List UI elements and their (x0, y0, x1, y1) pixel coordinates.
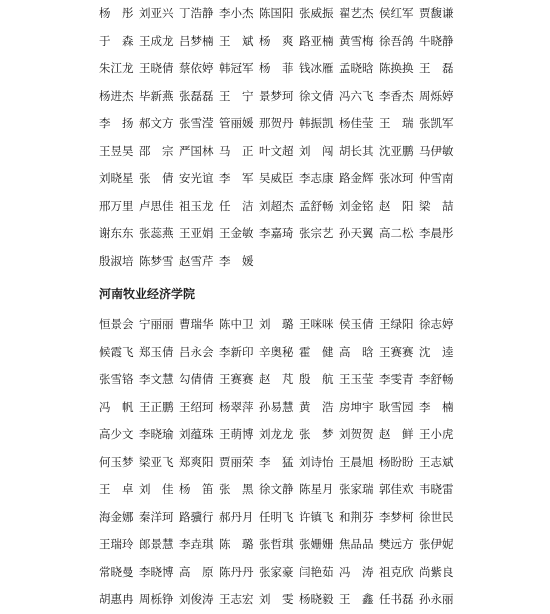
name-cell: 赵 芃 (259, 372, 294, 386)
name-cell: 张 梦 (299, 427, 334, 441)
name-cell: 王 卓 (99, 482, 134, 496)
name-row (99, 138, 459, 166)
name-cell: 杨晓毅 (299, 592, 334, 606)
name-cell: 郎景慧 (139, 537, 174, 551)
name-cell: 王 瑞 (379, 116, 414, 130)
name-cell: 李晓博 (139, 564, 174, 579)
name-cell: 徐文静 (259, 482, 294, 496)
name-cell: 景梦珂 (259, 88, 294, 103)
name-cell: 王瑞玲 (99, 537, 134, 551)
name-cell: 陈梦雪 (139, 253, 174, 268)
name-row (99, 193, 459, 221)
name-cell: 张雪铬 (99, 372, 134, 386)
name-cell: 蔡依婷 (179, 61, 214, 75)
name-cell: 赵雪芹 (179, 253, 214, 268)
name-row (99, 421, 459, 449)
name-cell: 耿雪园 (379, 399, 414, 414)
name-cell: 郝丹月 (219, 509, 254, 524)
name-cell: 张姗姗 (299, 537, 334, 551)
name-cell: 卢思佳 (139, 198, 174, 213)
name-cell: 曹瑞华 (179, 317, 214, 331)
name-cell: 王成龙 (139, 33, 174, 48)
name-cell: 殷淑培 (99, 253, 134, 268)
name-cell: 韩振凯 (299, 116, 334, 130)
name-cell: 王晨旭 (339, 454, 374, 469)
name-cell: 胡惠冉 (99, 592, 134, 606)
name-row (99, 220, 459, 248)
name-cell: 刘龙龙 (259, 427, 294, 441)
name-cell: 杨 爽 (259, 33, 294, 48)
name-cell: 胡长其 (339, 143, 374, 158)
name-cell: 高 晗 (339, 344, 374, 359)
name-cell: 吴威臣 (259, 171, 294, 185)
name-cell: 黄雪梅 (339, 33, 374, 48)
name-cell: 邵 宗 (139, 143, 174, 158)
name-cell: 牛晓静 (419, 33, 454, 48)
name-row (99, 394, 459, 422)
name-cell: 徐志婷 (419, 317, 454, 331)
name-cell: 常晓曼 (99, 564, 134, 579)
name-cell: 刘 佳 (139, 482, 174, 496)
name-cell: 郝文方 (139, 116, 174, 130)
name-cell: 张家瑞 (339, 482, 374, 496)
name-cell: 刘 璐 (259, 317, 294, 331)
name-cell: 马伊敏 (419, 143, 454, 158)
name-cell: 霍 健 (299, 344, 334, 359)
name-cell: 李 军 (219, 171, 254, 185)
name-row (99, 339, 459, 367)
name-cell: 高少文 (99, 427, 134, 441)
name-cell: 任书磊 (379, 592, 414, 606)
name-cell: 杨 彤 (99, 6, 134, 20)
name-cell: 张威振 (299, 6, 334, 20)
name-cell: 刘金铭 (339, 198, 374, 213)
name-cell: 刘 闯 (299, 143, 334, 158)
name-cell: 何玉梦 (99, 454, 134, 469)
name-cell: 仲雪南 (419, 171, 454, 185)
name-cell: 李 猛 (259, 454, 294, 469)
name-cell: 丁浩静 (179, 6, 214, 20)
name-cell: 杨翠萍 (219, 399, 254, 414)
name-cell: 周烁婷 (419, 88, 454, 103)
name-cell: 张磊磊 (179, 88, 214, 103)
name-cell: 徐文倩 (299, 88, 334, 103)
name-cell: 陈星月 (299, 482, 334, 496)
name-cell: 李舒畅 (419, 372, 454, 386)
name-cell: 张哲琪 (259, 537, 294, 551)
name-row (99, 504, 459, 532)
name-list-section-1 (99, 0, 459, 275)
name-cell: 张雪滢 (179, 116, 214, 130)
name-cell: 刘诗怡 (299, 454, 334, 469)
name-cell: 孟晓晗 (339, 61, 374, 75)
name-cell: 杨进杰 (99, 88, 134, 103)
name-row (99, 110, 459, 138)
name-cell: 刘 雯 (259, 592, 294, 606)
name-cell: 侯玉倩 (339, 317, 374, 331)
name-row (99, 531, 459, 559)
name-cell: 李 楠 (419, 399, 454, 414)
section-title: 河南牧业经济学院 (99, 287, 196, 301)
name-list-section-2 (99, 311, 459, 614)
name-cell: 刘贺贺 (339, 427, 374, 441)
name-cell: 祖玉龙 (179, 198, 214, 213)
name-cell: 那贺丹 (259, 116, 294, 130)
name-cell: 李香杰 (379, 88, 414, 103)
name-cell: 梁 喆 (419, 198, 454, 213)
name-cell: 高 原 (179, 564, 214, 579)
name-cell: 郑爽阳 (179, 454, 214, 469)
name-cell: 吕永会 (179, 344, 214, 359)
name-cell: 宁丽丽 (139, 317, 174, 331)
name-cell: 严国林 (179, 143, 214, 158)
name-cell: 王 鑫 (339, 592, 374, 606)
name-cell: 李嘉琦 (259, 226, 294, 240)
name-cell: 李 媛 (219, 253, 254, 268)
name-cell: 秦洋珂 (139, 509, 174, 524)
name-cell: 李晓瑜 (139, 427, 174, 441)
name-cell: 王 磊 (419, 61, 454, 75)
name-cell: 刘俊涛 (179, 592, 214, 606)
name-cell: 高二松 (379, 226, 414, 240)
name-row (99, 559, 459, 587)
name-cell: 孙永丽 (419, 592, 454, 606)
name-cell: 孟舒畅 (299, 198, 334, 213)
name-cell: 张冰珂 (379, 171, 414, 185)
name-cell: 张蕊燕 (139, 226, 174, 240)
name-cell: 王 宁 (219, 88, 254, 103)
name-cell: 海金娜 (99, 509, 134, 524)
name-cell: 刘亚兴 (139, 6, 174, 20)
name-cell: 李新印 (219, 344, 254, 359)
name-cell: 刘蕴珠 (179, 427, 214, 441)
name-cell: 焦品品 (339, 537, 374, 551)
name-cell: 王昱昊 (99, 143, 134, 158)
name-cell: 陈换换 (379, 61, 414, 75)
name-cell: 贾馥谦 (419, 6, 454, 20)
name-cell: 路骥行 (179, 509, 214, 524)
name-row (99, 366, 459, 394)
name-cell: 候霞飞 (99, 344, 134, 359)
name-cell: 贾丽荣 (219, 454, 254, 469)
name-cell: 杨 笛 (179, 482, 214, 496)
name-cell: 韦晓雷 (419, 482, 454, 496)
name-row (99, 586, 459, 614)
name-cell: 任明飞 (259, 509, 294, 524)
name-cell: 赵 鲜 (379, 427, 414, 441)
name-cell: 孙易慧 (259, 399, 294, 414)
name-row (99, 55, 459, 83)
name-cell: 张伊妮 (419, 537, 454, 551)
name-cell: 勾倩倩 (179, 372, 214, 386)
name-cell: 闫艳茹 (299, 564, 334, 579)
name-cell: 王咪咪 (299, 317, 334, 331)
name-cell: 刘晓星 (99, 171, 134, 185)
name-row (99, 83, 459, 111)
name-cell: 王晓倩 (139, 61, 174, 75)
name-cell: 张家豪 (259, 564, 294, 579)
name-row (99, 248, 459, 276)
name-cell: 祖克欣 (379, 564, 414, 579)
name-cell: 和荆芬 (339, 509, 374, 524)
name-cell: 王志斌 (419, 454, 454, 469)
name-row (99, 0, 459, 28)
name-cell: 邢万里 (99, 198, 134, 213)
name-cell: 许镇飞 (299, 509, 334, 524)
name-cell: 韩冠军 (219, 61, 254, 75)
name-row (99, 476, 459, 504)
name-cell: 徐吾鸽 (379, 33, 414, 48)
name-cell: 张 黑 (219, 482, 254, 496)
name-cell: 郑玉倩 (139, 344, 174, 359)
name-cell: 任 洁 (219, 198, 254, 213)
name-cell: 翟艺杰 (339, 6, 374, 20)
name-cell: 陈国阳 (259, 6, 294, 20)
name-cell: 路金辉 (339, 171, 374, 185)
name-cell: 张 倩 (139, 171, 174, 185)
name-cell: 尚紫良 (419, 564, 454, 579)
name-cell: 杨佳莹 (339, 116, 374, 130)
name-cell: 周栎铮 (139, 592, 174, 606)
name-cell: 杨盼盼 (379, 454, 414, 469)
name-cell: 王绍珂 (179, 399, 214, 414)
name-cell: 叶文超 (259, 143, 294, 158)
name-cell: 张凯军 (419, 116, 454, 130)
name-cell: 黄 浩 (299, 399, 334, 414)
name-cell: 沈 逵 (419, 344, 454, 359)
name-cell: 李雯青 (379, 372, 414, 386)
name-cell: 王正鹏 (139, 399, 174, 414)
name-cell: 朱江龙 (99, 61, 134, 75)
name-cell: 王金敏 (219, 226, 254, 240)
name-cell: 路亚楠 (299, 33, 334, 48)
name-cell: 冯 涛 (339, 564, 374, 579)
name-cell: 谢东东 (99, 226, 134, 240)
name-row (99, 165, 459, 193)
name-cell: 冯 帆 (99, 399, 134, 414)
name-cell: 李 扬 (99, 116, 134, 130)
name-cell: 李小杰 (219, 6, 254, 20)
name-cell: 陈中卫 (219, 317, 254, 331)
name-cell: 梁亚飞 (139, 454, 174, 469)
name-cell: 李志康 (299, 171, 334, 185)
name-cell: 刘超杰 (259, 198, 294, 213)
name-cell: 王萌博 (219, 427, 254, 441)
name-cell: 王小虎 (419, 427, 454, 441)
name-cell: 徐世民 (419, 509, 454, 524)
name-cell: 樊远方 (379, 537, 414, 551)
name-cell: 王赛赛 (379, 344, 414, 359)
name-cell: 马 正 (219, 143, 254, 158)
name-cell: 王玉莹 (339, 372, 374, 386)
name-cell: 恒景会 (99, 317, 134, 331)
name-cell: 李垚琪 (179, 537, 214, 551)
name-cell: 安光谊 (179, 171, 214, 185)
name-cell: 管丽媛 (219, 116, 254, 130)
name-cell: 张宗艺 (299, 226, 334, 240)
name-cell: 李文慧 (139, 372, 174, 386)
name-cell: 杨 菲 (259, 61, 294, 75)
name-cell: 陈 璐 (219, 537, 254, 551)
name-cell: 毕新燕 (139, 88, 174, 103)
name-cell: 王绿阳 (379, 317, 414, 331)
name-cell: 李晨彤 (419, 226, 454, 240)
name-cell: 于 森 (99, 33, 134, 48)
name-cell: 侯红军 (379, 6, 414, 20)
name-cell: 吕梦楠 (179, 33, 214, 48)
name-cell: 辛奥秘 (259, 344, 294, 359)
name-cell: 王志宏 (219, 592, 254, 606)
name-row (99, 449, 459, 477)
name-cell: 殷 航 (299, 372, 334, 386)
name-cell: 王 斌 (219, 33, 254, 48)
name-row (99, 311, 459, 339)
name-cell: 房坤宇 (339, 399, 374, 414)
name-cell: 钱冰雁 (299, 61, 334, 75)
name-cell: 陈丹丹 (219, 564, 254, 579)
name-cell: 郭佳欢 (379, 482, 414, 496)
name-cell: 冯六飞 (339, 88, 374, 103)
name-cell: 赵 阳 (379, 198, 414, 213)
name-cell: 李梦柯 (379, 509, 414, 524)
name-cell: 王亚娟 (179, 226, 214, 240)
name-row (99, 28, 459, 56)
name-cell: 孙天翼 (339, 226, 374, 240)
name-cell: 王赛赛 (219, 372, 254, 386)
name-cell: 沈亚鹏 (379, 143, 414, 158)
